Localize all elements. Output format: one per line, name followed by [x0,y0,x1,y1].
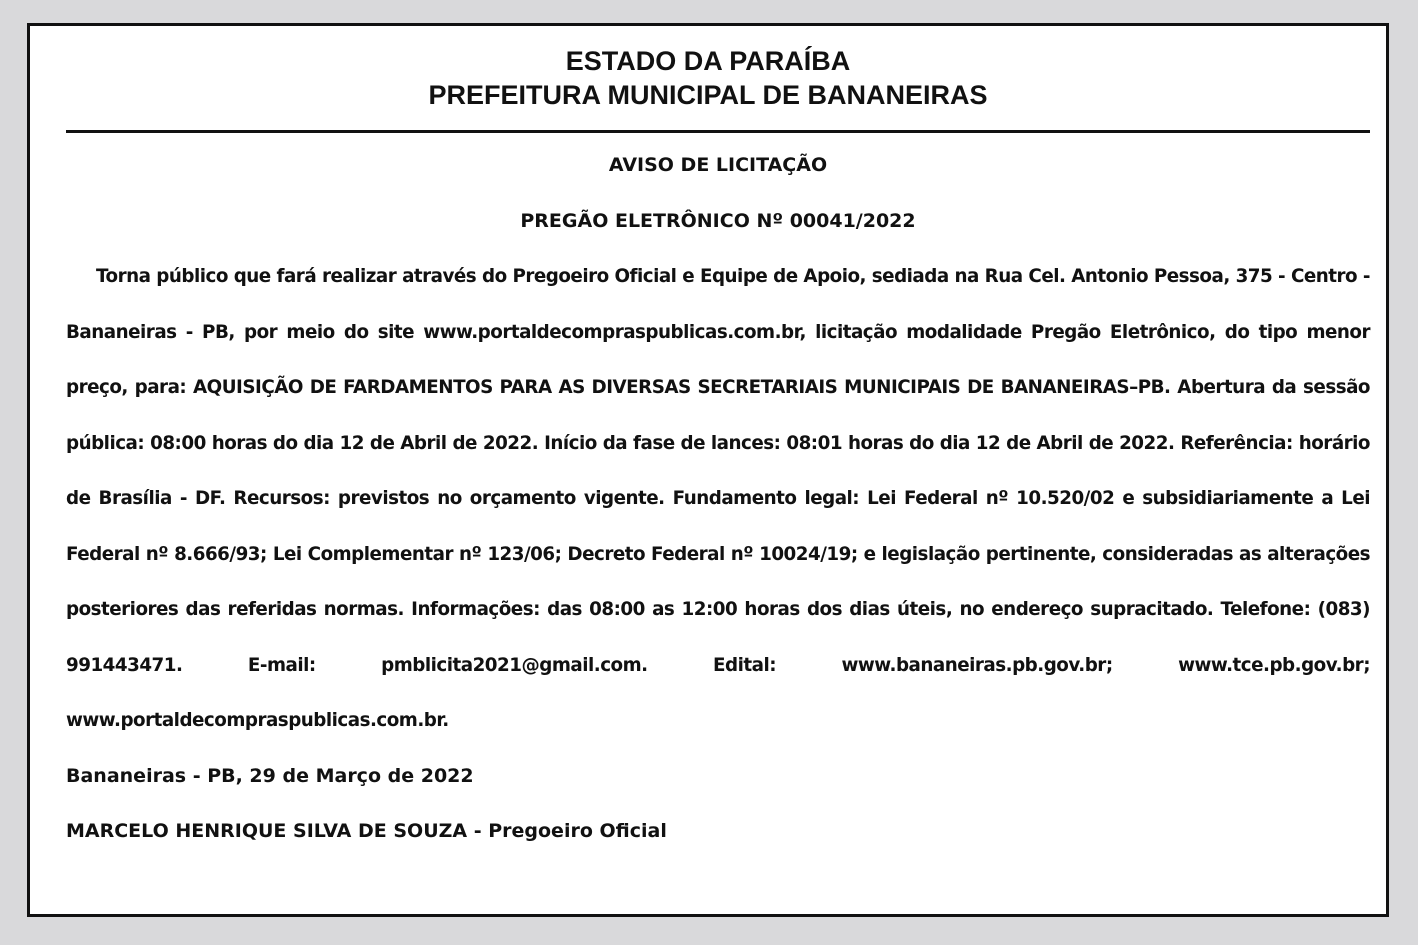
state-title: ESTADO DA PARAÍBA [565,46,851,76]
signature: MARCELO HENRIQUE SILVA DE SOUZA - Pregoeiro Oficial [66,820,667,842]
municipality-title: PREFEITURA MUNICIPAL DE BANANEIRAS [428,80,988,110]
notice-box [27,23,1389,917]
notice-title: AVISO DE LICITAÇÃO [608,154,828,176]
notice-content [66,138,1370,860]
place-date: Bananeiras - PB, 29 de Março de 2022 [66,764,474,787]
header-divider [66,130,1370,133]
header [30,44,1386,112]
notice-body: Torna público que fará realizar através do Pregoeiro Oficial e Equipe de Apoio, sediada na Rua Cel. Antonio Pessoa, 375 - Centro - Bananeiras - PB, por meio do site www.portaldecompraspublicas.com.br, licitação modalidade Pregão Eletrônico, do tipo menor preço, para: AQUISIÇÃO DE FARDAMENTOS PARA AS DIVERSAS SECRETARIAIS MUNICIPAIS DE BANANEIRAS–PB. Abertura da sessão pública: 08:00 horas do dia 12 de Abril de 2022. Início da fase de lances: 08:01 horas do dia 12 de Abril de 2022. Referência: horário de Brasília - DF. Recursos: previstos no orçamento vigente. Fundamento legal: Lei Federal nº 10.520/02 e subsidiariamente a Lei Federal nº 8.666/93; Lei Complementar nº 123/06; Decreto Federal nº 10024/19; e legislação pertinente, consideradas as alterações posteriores das referidas normas. Informações: das 08:00 as 12:00 horas dos dias úteis, no endereço supracitado. Telefone: (083) 991443471. E-mail: pmblicita2021@gmail.com. Edital: www.bananeiras.pb.gov.br; www.tce.pb.gov.br; www.portaldecompraspublicas.com.br. [66,266,1370,731]
notice-subtitle: PREGÃO ELETRÔNICO Nº 00041/2022 [520,209,916,232]
